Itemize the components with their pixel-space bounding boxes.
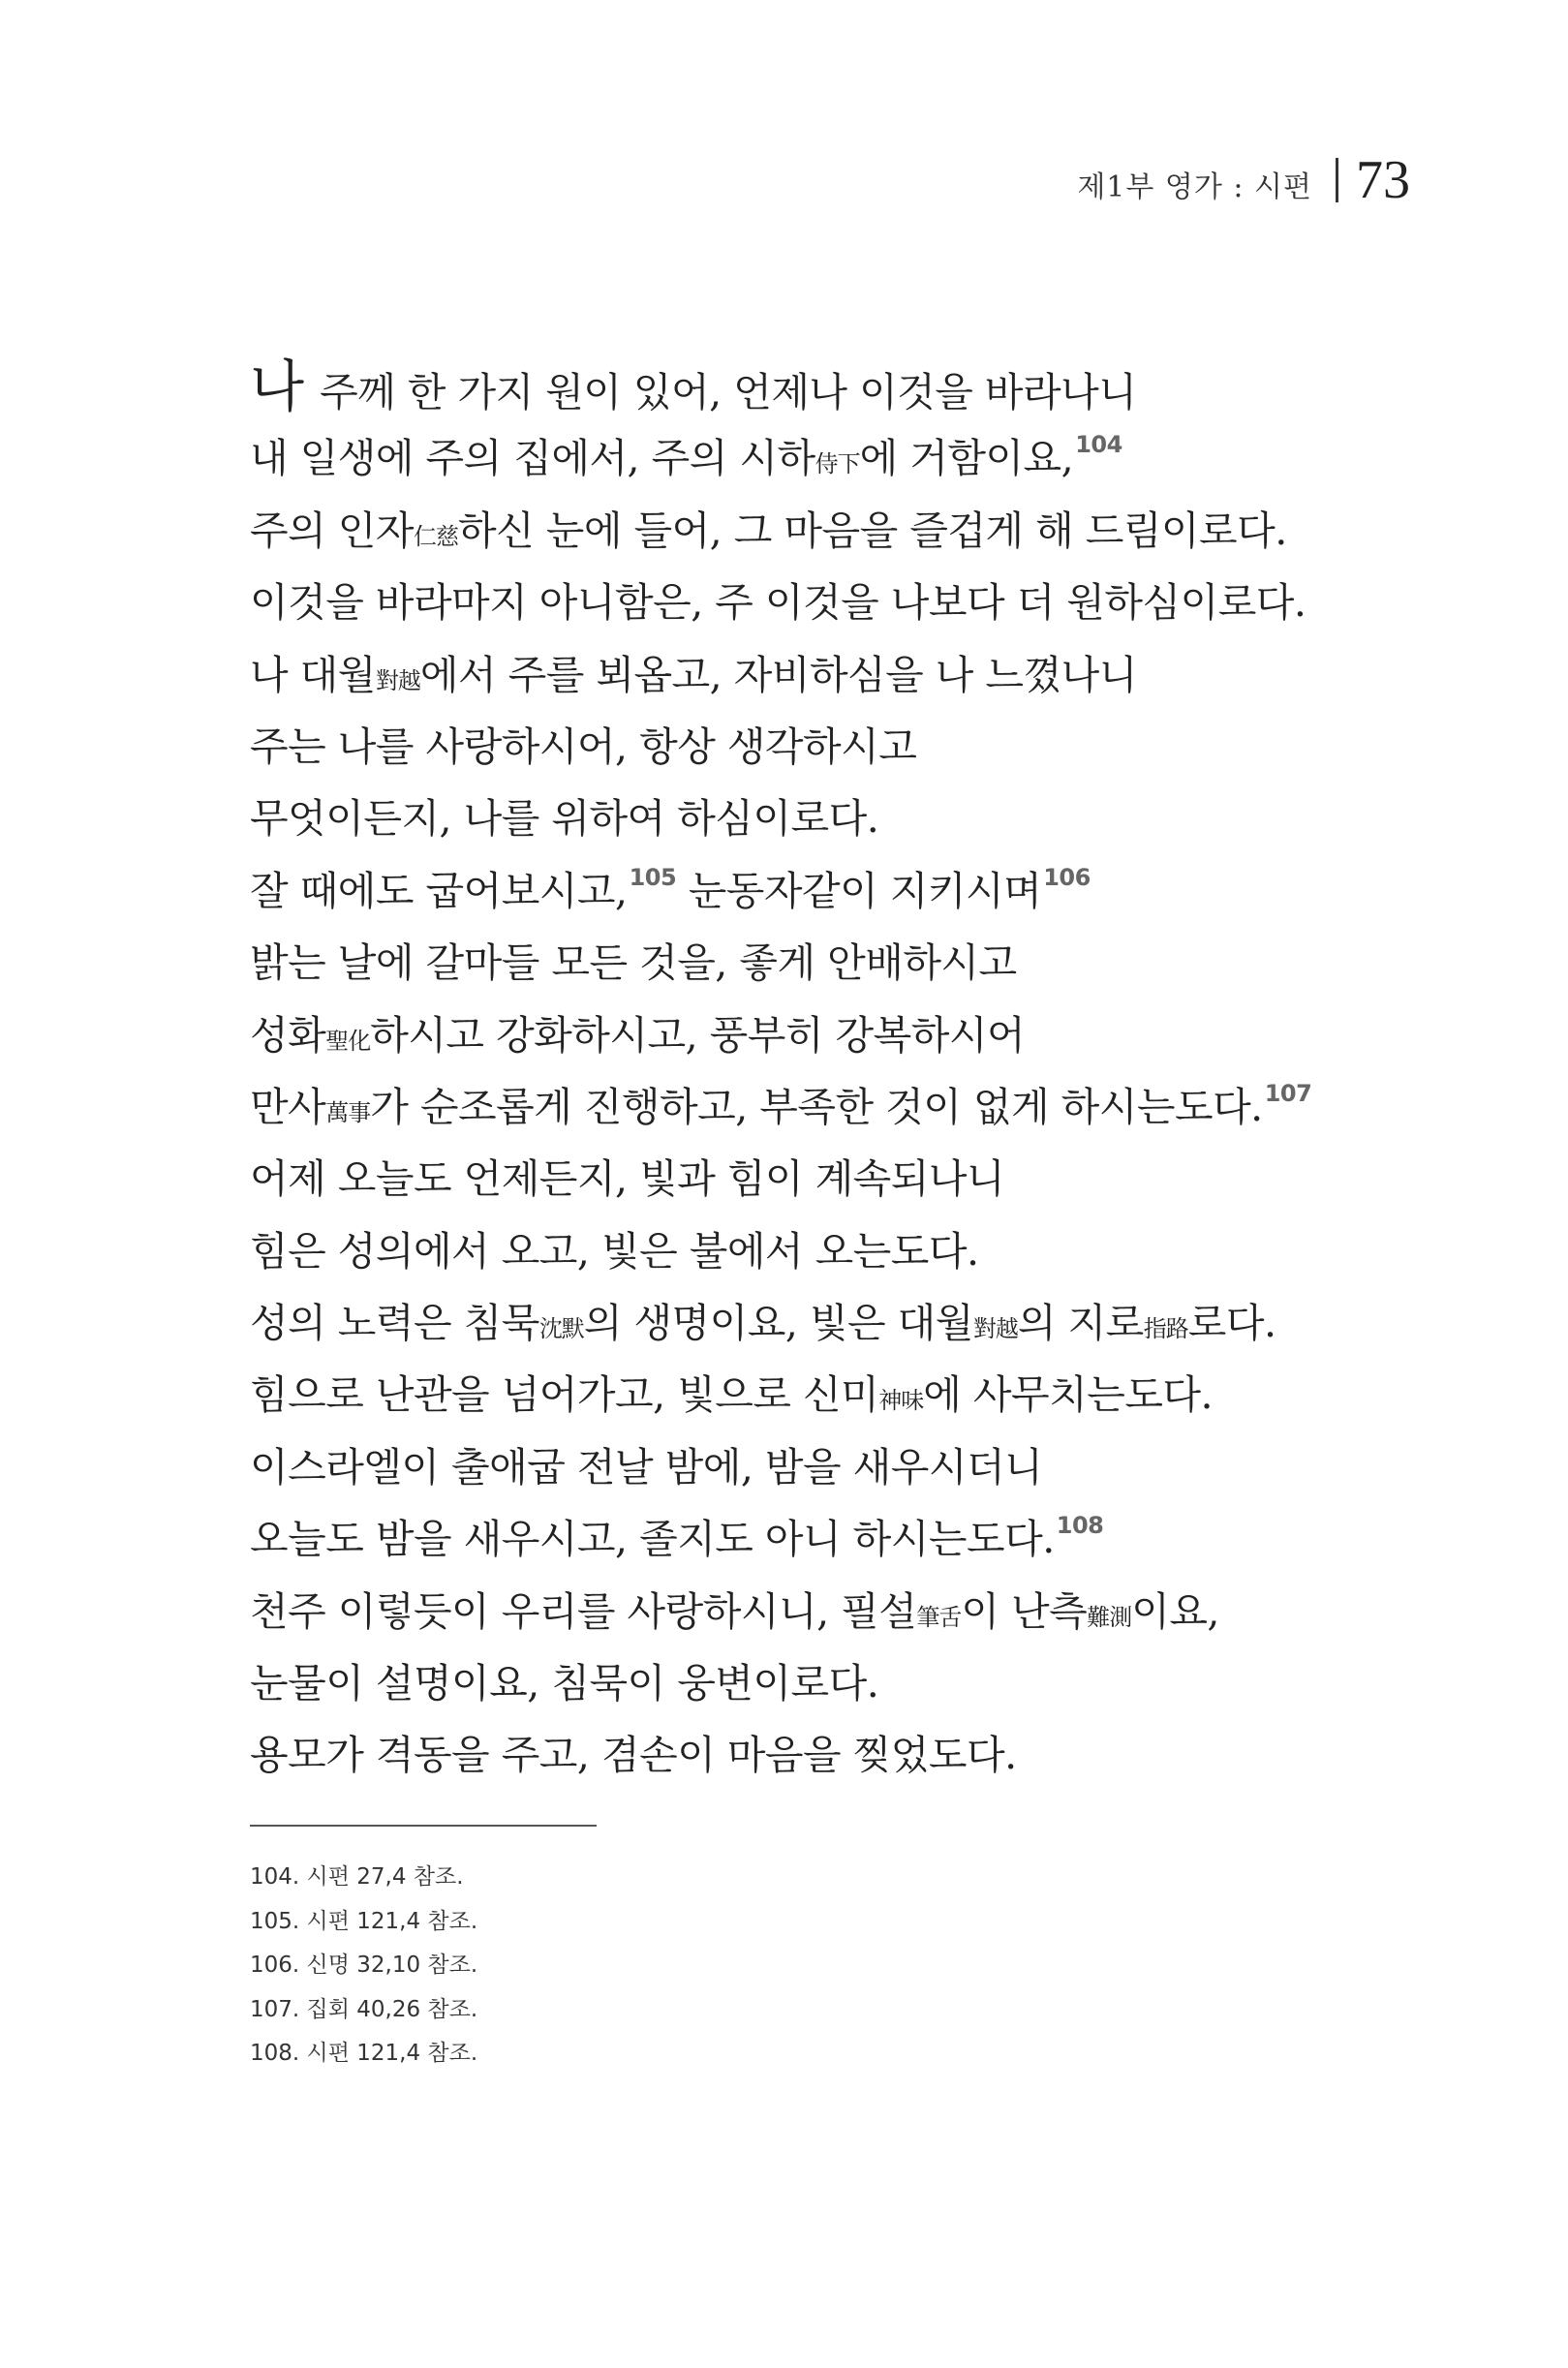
line-text: 하신 눈에 들어, 그 마음을 즐겁게 해 드림이로다.: [457, 507, 1287, 554]
poem-line: [250, 1143, 1364, 1215]
footnote-separator: [250, 1825, 597, 1827]
footnote: 108. 시편 121,4 참조.: [250, 2041, 478, 2066]
poem-line: [250, 1359, 1364, 1430]
line-text: 힘은 성의에서 오고, 빛은 불에서 오는도다.: [250, 1227, 979, 1275]
poem-line: [250, 855, 1364, 927]
line-text: 이것을 바라마지 아니함은, 주 이것을 나보다 더 원하심이로다.: [250, 579, 1307, 627]
footnote-ref[interactable]: 108: [1056, 1512, 1104, 1540]
poem-line: [250, 422, 1364, 494]
line-text: 나 대월: [250, 651, 376, 698]
line-text: 에서 주를 뵈옵고, 자비하심을 나 느꼈나니: [419, 651, 1137, 698]
line-text: 눈동자같이 지키시며: [676, 867, 1042, 914]
hanja-gloss: 侍下: [815, 450, 860, 478]
hanja-gloss: 沈默: [538, 1315, 584, 1343]
footnotes: [250, 1856, 477, 2076]
poem-line: [250, 1071, 1364, 1143]
poem-line: [250, 783, 1364, 854]
footnote: 107. 집회 40,26 참조.: [250, 1996, 478, 2022]
line-text: 로다.: [1187, 1300, 1276, 1347]
line-text: 천주 이렇듯이 우리를 사랑하시니, 필설: [250, 1587, 917, 1635]
line-text: 성의 노력은 침묵: [250, 1300, 539, 1347]
poem-line: [250, 1503, 1364, 1575]
footnote: 104. 시편 27,4 참조.: [250, 1864, 464, 1890]
line-text: 주께 한 가지 원이 있어, 언제나 이것을 바라나니: [307, 369, 1137, 415]
poem-line: [250, 927, 1364, 999]
drop-cap: 나: [250, 354, 304, 419]
poem-line: [250, 1719, 1364, 1791]
line-text: 하시고 강화하시고, 풍부히 강복하시어: [370, 1011, 1026, 1059]
poem-line: [250, 1647, 1364, 1719]
poem-line: [250, 711, 1364, 783]
hanja-gloss: 難測: [1087, 1603, 1132, 1631]
line-text: 눈물이 설명이요, 침묵이 웅변이로다.: [250, 1660, 879, 1707]
poem-body: [250, 351, 1364, 1792]
line-text: 무엇이든지, 나를 위하여 하심이로다.: [250, 795, 879, 843]
line-text: 어제 오늘도 언제든지, 빛과 힘이 계속되나니: [250, 1155, 1005, 1203]
hanja-gloss: 指路: [1143, 1315, 1188, 1343]
footnote-ref[interactable]: 107: [1264, 1079, 1312, 1107]
line-text: 이스라엘이 출애굽 전날 밤에, 밤을 새우시더니: [250, 1443, 1043, 1491]
header-divider: [1336, 158, 1338, 202]
line-text: 주의 인자: [250, 507, 414, 554]
line-text: 주는 나를 사랑하시어, 항상 생각하시고: [250, 723, 917, 770]
footnote: 105. 시편 121,4 참조.: [250, 1908, 478, 1934]
poem-line: [250, 1576, 1364, 1647]
line-text: 잘 때에도 굽어보시고,: [250, 867, 628, 914]
poem-line: [250, 999, 1364, 1071]
hanja-gloss: 仁慈: [413, 522, 458, 550]
line-text: 용모가 격동을 주고, 겸손이 마음을 찢었도다.: [250, 1732, 1017, 1779]
poem-line: [250, 1215, 1364, 1287]
hanja-gloss: 對越: [972, 1315, 1018, 1343]
footnote: 106. 신명 32,10 참조.: [250, 1953, 478, 1978]
footnote-ref[interactable]: 106: [1043, 863, 1091, 891]
hanja-gloss: 神味: [878, 1387, 924, 1415]
line-text: 의 생명이요, 빛은 대월: [583, 1300, 973, 1347]
line-text: 이 난측: [961, 1587, 1088, 1635]
poem-line: [250, 1431, 1364, 1503]
poem-line: [250, 639, 1364, 711]
poem-line: [250, 567, 1364, 638]
poem-line: [250, 351, 1364, 422]
line-text: 오늘도 밤을 새우시고, 졸지도 아니 하시는도다.: [250, 1516, 1055, 1563]
line-text: 가 순조롭게 진행하고, 부족한 것이 없게 하시는도다.: [370, 1083, 1263, 1130]
line-text: 의 지로: [1017, 1300, 1144, 1347]
footnote-ref[interactable]: 104: [1075, 431, 1122, 459]
poem-line: [250, 1287, 1364, 1359]
section-title: 제1부 영가 : 시편: [1077, 170, 1312, 204]
line-text: 이요,: [1131, 1587, 1219, 1635]
poem-line: [250, 495, 1364, 567]
hanja-gloss: 筆舌: [916, 1603, 962, 1631]
running-header: [1077, 150, 1410, 210]
footnote-ref[interactable]: 105: [629, 863, 677, 891]
line-text: 힘으로 난관을 넘어가고, 빛으로 신미: [250, 1371, 879, 1419]
hanja-gloss: 聖化: [325, 1027, 371, 1055]
line-text: 만사: [250, 1083, 326, 1130]
line-text: 밝는 날에 갈마들 모든 것을, 좋게 안배하시고: [250, 939, 1017, 987]
line-text: 내 일생에 주의 집에서, 주의 시하: [250, 435, 815, 482]
hanja-gloss: 萬事: [325, 1098, 371, 1126]
page-number: 73: [1356, 150, 1410, 210]
line-text: 에 거함이요,: [859, 435, 1074, 482]
line-text: 에 사무치는도다.: [923, 1371, 1214, 1419]
line-text: 성화: [250, 1011, 326, 1059]
hanja-gloss: 對越: [375, 666, 420, 694]
